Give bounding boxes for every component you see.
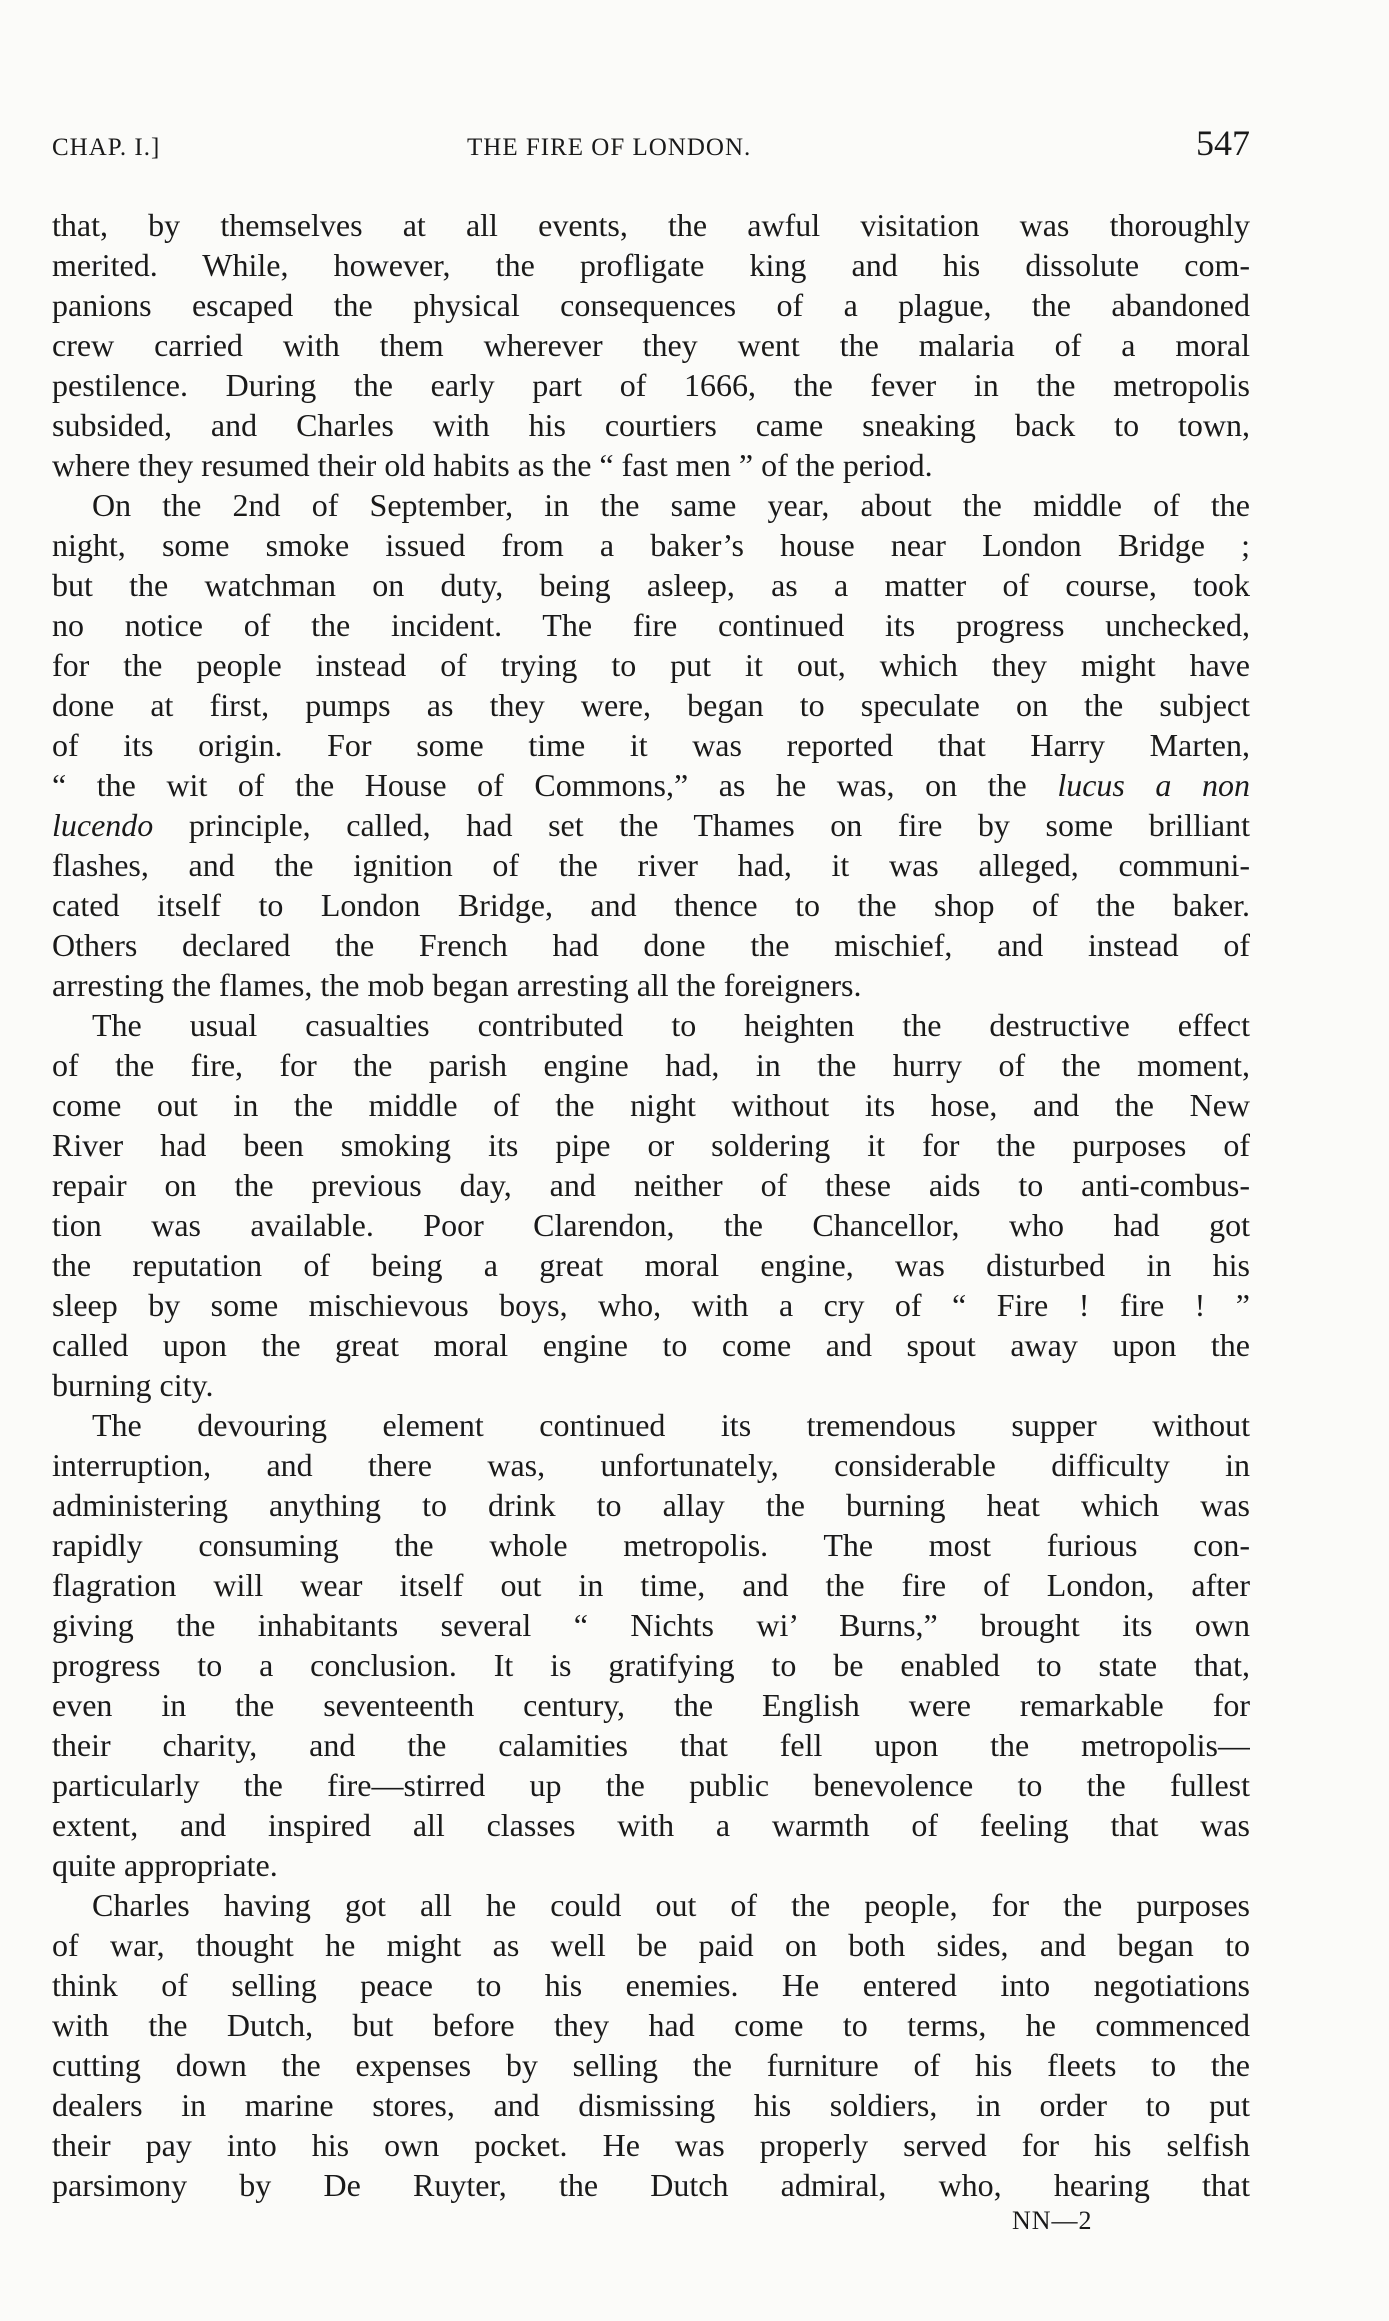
text-line: parsimony by De Ruyter, the Dutch admiral, who, hearing that [52,2167,1250,2203]
text-line: lucendo principle, called, had set the Thames on fire by some brilliant [52,807,1250,843]
text-line: subsided, and Charles with his courtiers came sneaking back to town, [52,407,1250,443]
text-line: sleep by some mischievous boys, who, with a cry of “ Fire ! fire ! ” [52,1287,1250,1323]
text-line: extent, and inspired all classes with a warmth of feeling that was [52,1807,1250,1843]
text-line: think of selling peace to his enemies. He entered into negotiations [52,1967,1250,2003]
text-line: the reputation of being a great moral engine, was disturbed in his [52,1247,1250,1283]
text-line: where they resumed their old habits as the “ fast men ” of the period. [52,447,933,483]
text-line: panions escaped the physical consequences of a plague, the abandoned [52,287,1250,323]
text-line: interruption, and there was, unfortunately, considerable difficulty in [52,1447,1250,1483]
text-line: that, by themselves at all events, the awful visitation was thoroughly [52,207,1250,243]
page-number: 547 [1196,123,1250,163]
text-line: of its origin. For some time it was reported that Harry Marten, [52,727,1250,763]
text-line: of war, thought he might as well be paid on both sides, and began to [52,1927,1250,1963]
text-line: The usual casualties contributed to heighten the destructive effect [92,1007,1250,1043]
text-line: burning city. [52,1367,214,1403]
printer-signature-mark: NN—2 [1012,2206,1093,2235]
text-line: with the Dutch, but before they had come to terms, he commenced [52,2007,1250,2043]
text-line: pestilence. During the early part of 1666, the fever in the metropolis [52,367,1250,403]
text-line: for the people instead of trying to put it out, which they might have [52,647,1250,683]
text-line: merited. While, however, the profligate king and his dissolute com- [52,247,1250,283]
text-line: “ the wit of the House of Commons,” as he was, on the lucus a non [52,767,1250,803]
text-line: done at first, pumps as they were, began to speculate on the subject [52,687,1250,723]
text-line: flashes, and the ignition of the river had, it was alleged, communi- [52,847,1250,883]
text-line: River had been smoking its pipe or soldering it for the purposes of [52,1127,1250,1163]
text-line: come out in the middle of the night without its hose, and the New [52,1087,1250,1123]
text-line: no notice of the incident. The fire continued its progress unchecked, [52,607,1250,643]
text-line: even in the seventeenth century, the English were remarkable for [52,1687,1250,1723]
body-text [52,205,1250,2205]
text-line: arresting the flames, the mob began arresting all the foreigners. [52,967,862,1003]
text-line: of the fire, for the parish engine had, in the hurry of the moment, [52,1047,1250,1083]
text-line: cated itself to London Bridge, and thence to the shop of the baker. [52,887,1250,923]
text-line: The devouring element continued its tremendous supper without [92,1407,1250,1443]
text-line: cutting down the expenses by selling the furniture of his fleets to the [52,2047,1250,2083]
chapter-label: CHAP. I.] [52,134,161,161]
text-line: repair on the previous day, and neither of these aids to anti-combus- [52,1167,1250,1203]
text-line: their pay into his own pocket. He was properly served for his selfish [52,2127,1250,2163]
text-line: night, some smoke issued from a baker’s house near London Bridge ; [52,527,1250,563]
text-line: progress to a conclusion. It is gratifying to be enabled to state that, [52,1647,1250,1683]
text-line: their charity, and the calamities that fell upon the metropolis— [52,1727,1250,1763]
running-title: THE FIRE OF LONDON. [467,134,752,161]
text-line: On the 2nd of September, in the same year, about the middle of the [92,487,1250,523]
text-line: administering anything to drink to allay the burning heat which was [52,1487,1250,1523]
text-line: Charles having got all he could out of the people, for the purposes [92,1887,1250,1923]
text-line: particularly the fire—stirred up the public benevolence to the fullest [52,1767,1250,1803]
text-line: but the watchman on duty, being asleep, as a matter of course, took [52,567,1250,603]
running-head [52,122,1250,172]
text-line: Others declared the French had done the mischief, and instead of [52,927,1250,963]
text-line: quite appropriate. [52,1847,278,1883]
text-line: flagration will wear itself out in time, and the fire of London, after [52,1567,1250,1603]
text-line: called upon the great moral engine to come and spout away upon the [52,1327,1250,1363]
text-line: crew carried with them wherever they went the malaria of a moral [52,327,1250,363]
text-line: dealers in marine stores, and dismissing his soldiers, in order to put [52,2087,1250,2123]
text-line: tion was available. Poor Clarendon, the Chancellor, who had got [52,1207,1250,1243]
text-line: giving the inhabitants several “ Nichts wi’ Burns,” brought its own [52,1607,1250,1643]
text-line: rapidly consuming the whole metropolis. The most furious con- [52,1527,1250,1563]
